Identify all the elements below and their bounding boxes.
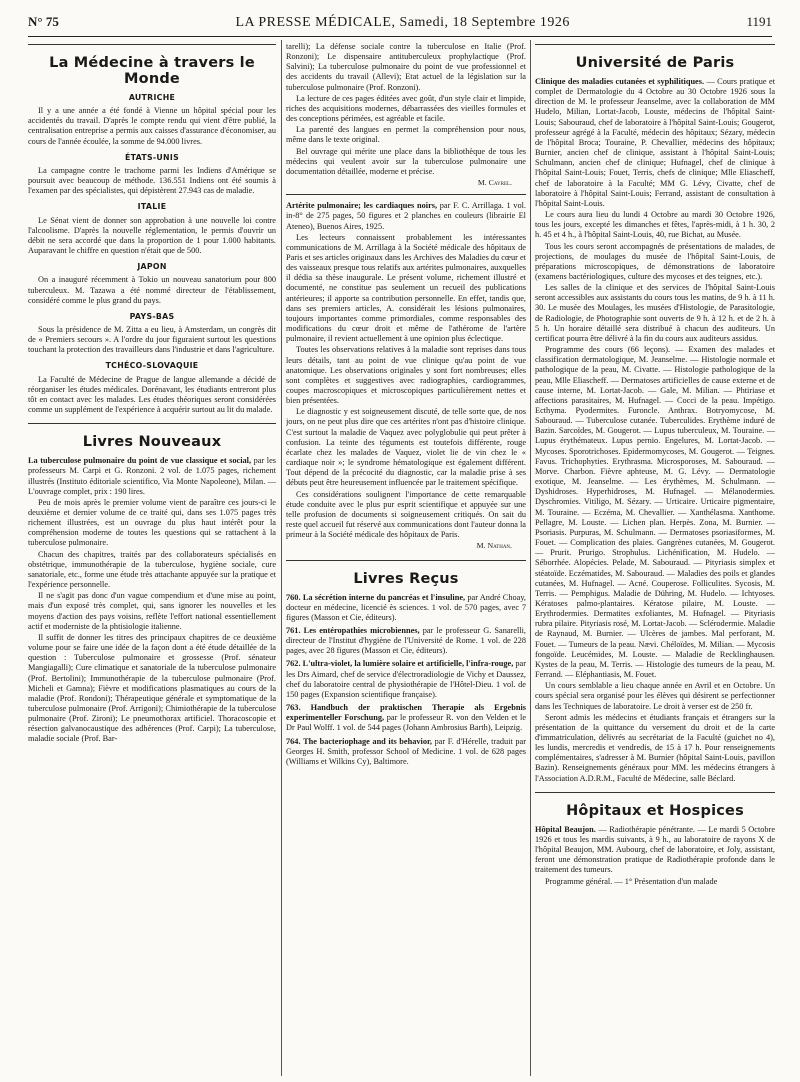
clinique-paragraph: Seront admis les médecins et étudiants français et étrangers sur la présentation de la quittance du versement du droit et de la carte d'immatriculation, délivrés au secrétariat de la Faculté (guichet no 4), les lundis, mercredis et vendredis, de 15 à 17 h. Pour renseignements complémentaires, s'adresser à M. Burnier (hôpital Saint-Louis, pavillon Bazin). Renseignements généraux pour MM. les médecins étrangers à l'Association A.D.R.M., Faculté de Médecine, salle Béclard. xyxy=(535,712,775,783)
country-heading-autriche: AUTRICHE xyxy=(128,93,176,102)
review-paragraph: Le diagnostic y est soigneusement discuté, de telle sorte que, de nos jours, on ne peut plus dire que ces artérites n'ont pas d'histoire clinique. C'est surtout la maladie de Vaquez avec polyglobulie qui peut prêter à confusion. La teinte des téguments est toutefois différente, rouge écarlate chez les malades de Vaquez, violet lie de vin chez le « cardiaque noir »; le syndrome hématologique est également différent. Tout dépend de la précocité du diagnostic, car la maladie prise à ses débuts peut être heureusement influencée par le traitement spécifique. xyxy=(286,407,526,488)
review-paragraph: Peu de mois après le premier volume vient de paraître ces jours-ci le deuxième et dernier volume de ce traité qui, dans ses 1.075 pages très richement illustrées, est un ouvrage du plus haut intérêt pour la compréhension moderne de toutes les questions qui se rattachent à la tuberculose pulmonaire. xyxy=(28,497,276,548)
column-2 xyxy=(286,42,526,1078)
medecine-section-title: La Médecine à travers le Monde xyxy=(49,55,255,87)
review-paragraph: Il suffit de donner les titres des principaux chapitres de ce deuxième volume pour se faire une idée de la façon dont a été étude détaillée de la question : Tuberculose pulmonaire et grossesse (Prof. sénateur Mangiagalli); Cure climatique et sanatoriale de la tuberculose pulmonaire (Prof. Bertolini); Immunothérapie de la tuberculose pulmonaire (Prof. Micheli et Gamna); Fièvre et modifications plasmatiques au cours de la maladie (Prof. Rondoni); Thérapeutique générale et symptomatique de la tuberculose pulmonaire (Prof. Arrigoni); Chimiothérapie de la tuberculose pulmonaire (Prof. Zironi); Le pneumothorax artificiel. Thoracoscopie et résection galvanocaustique des adhérences (Prof. Carpi); La tuberculose, maladie sociale (Prof. Bar- xyxy=(28,632,276,744)
hopitaux-title: Hôpitaux et Hospices xyxy=(566,802,744,819)
book-details: par F. d'Hérelle, traduit par Georges H. Smith, professor School of Medicine. 1 vol. de 628 pages (Williams et Wilkins Cy), Baltimore. xyxy=(286,736,526,766)
review-paragraph: Il ne s'agit pas donc d'un vague compendium et d'une mise au point, mais d'un exposé très complet, qui, sans ignorer les nouvelles et les moyens d'action des pays voisins, reflète l'effort national essentiellement actif et moderniste de la phtisiologie italienne. xyxy=(28,591,276,631)
received-book-763 xyxy=(286,703,526,733)
clinique-heading: Clinique des maladies cutanées et syphilitiques. xyxy=(535,77,705,86)
section-rule xyxy=(535,792,775,793)
received-book-764 xyxy=(286,737,526,767)
column-divider-2 xyxy=(530,40,531,1076)
clinique-paragraph: Un cours semblable a lieu chaque année en Avril et en Octobre. Un cours spécial sera organisé pour les élèves qui désirent se perfectionner dans les Techniques de laboratoire. Le droit à verser est de 250 fr. xyxy=(535,681,775,711)
review-paragraph: Ces considérations soulignent l'importance de cette remarquable étude conduite avec le plus pur esprit scientifique et appuyée sur une telle profusion de documents si soigneusement critiqués. On sait du reste quel accueil fut réservé aux communications dont l'auteur donna la primeur à la Société médicale des hôpitaux de Paris. xyxy=(286,489,526,540)
book-title: Artérite pulmonaire; les cardiaques noirs, xyxy=(286,201,438,211)
review-signature: M. Nathan. xyxy=(476,541,512,551)
tcheco-paragraph: La Faculté de Médecine de Prague de langue allemande a décidé de réorganiser les études médicales. Dorénavant, les étudiants entreront plus tôt en contact avec les malades. Les études théoriques seront considérées comme un supplément de l'expérience à acquérir surtout au lit du malade. xyxy=(28,374,276,415)
universite-title: Université de Paris xyxy=(575,55,735,71)
column-1 xyxy=(28,42,276,1078)
japon-paragraph: On a inauguré récemment à Tokio un nouveau sanatorium pour 800 tuberculeux. M. Tazawa a été nommé directeur de l'établissement, considéré comme le plus grand du pays. xyxy=(28,275,276,305)
section-rule xyxy=(28,44,276,45)
country-heading-paysbas: PAYS-BAS xyxy=(129,311,175,321)
book-details: par les professeurs M. Carpi et G. Ronzoni. 2 vol. de 1.075 pages, richement illustrés (Instituto éditoriale scientifico, Via Monte Napoleone), Milan. — L'ouvrage complet, prix : 190 lires. xyxy=(28,456,276,496)
article-rule xyxy=(286,194,526,195)
issue-number: N° 75 xyxy=(28,14,59,29)
hospital-text: — Radiothérapie pénétrante. — Le mardi 5 Octobre 1926 et tous les mardis suivants, à 9 h., au laboratoire de rayons X de l'hôpital Beaujon, MM. Aubourg, chef de laboratoire, et Joly, assistant, feront une démonstration pratique de Radiothérapie profonde dans le traitement des tumeurs. xyxy=(535,824,775,875)
clinique-paragraph: Le cours aura lieu du lundi 4 Octobre au mardi 30 Octobre 1926, tous les jours, excepté les dimanches et fêtes, l'après-midi, à 1 h. 30, 2 h. 45 et 4 h., à l'hôpital Saint-Louis, 40, rue Bichat, au Musée. xyxy=(535,210,775,240)
country-heading-italie: ITALIE xyxy=(137,202,167,212)
book-title: The bacteriophage and its behavior, xyxy=(303,736,432,746)
book-details: par André Choay, docteur en médecine, licencié ès sciences. 1 vol. de 570 pages, avec 7 figures (Masson et Cie, éditeurs). xyxy=(286,592,526,622)
review-paragraph: Les lecteurs connaissent probablement les intéressantes communications de M. Arrillaga à la Société médicale des hôpitaux de Paris et ses articles originaux dans les Archives des Maladies du cœur et des vaisseaux presque tous relatifs aux artérites pulmonaires, auxquelles il dédia sa thèse inaugurale. Le présent volume, richement illustré et documenté, ne constitue pas seulement un recueil des publications antérieures; il apporte sa contribution personnelle. En effet, tandis que, dans ses premiers articles, A. considérait les lésions pulmonaires, toujours importantes comme primordiales, comme responsables des modifications du cœur droit et même de l'athérome de l'artère pulmonaire, il revient actuellement à une opinion plus éclectique. xyxy=(286,232,526,344)
review-paragraph: Toutes les observations relatives à la maladie sont reprises dans tous leurs détails, tant au point de vue clinique qu'au point de vue anatomique. Les observations originales y sont fort nombreuses; elles sont complètes et suggestives avec radiographies, cardiogrammes, coupes macroscopiques et microscopiques particulièrement nettes et bien présentées. xyxy=(286,345,526,406)
book-reference xyxy=(28,456,276,497)
entry-number: 763. xyxy=(286,703,301,713)
review-signature: M. Cayrel. xyxy=(477,178,512,188)
received-book-761 xyxy=(286,626,526,656)
book-details: par F. C. Arrillaga. 1 vol. in-8° de 275 pages, 50 figures et 2 planches en couleurs (librairie El Ateneo), Buenos Aires, 1925. xyxy=(286,201,526,231)
livres-recus-title: Livres Reçus xyxy=(353,570,459,587)
book-title: La sécrétion interne du pancréas et l'insuline, xyxy=(302,592,466,602)
clinique-intro xyxy=(535,77,775,209)
review-paragraph: La lecture de ces pages éditées avec goût, d'un style clair et limpide, riches des acquisitions modernes, débarrassées des vieilles formules et des conceptions périmées, est agréable et facile. xyxy=(286,93,526,124)
entry-number: 764. xyxy=(286,736,301,746)
section-rule xyxy=(28,423,276,424)
entry-number: 761. xyxy=(286,625,301,635)
journal-title: LA PRESSE MÉDICALE, Samedi, 18 Septembre 1926 xyxy=(235,15,570,30)
autriche-paragraph: Il y a une année a été fondé à Vienne un hôpital spécial pour les accidentés du travail. D'après le compte rendu qui vient d'être publié, la centralisation entreprise a permis aux caisses d'assurance d'économiser, au cours de l'année écoulée, la somme de 94.000 livres. xyxy=(28,106,276,146)
book-details: par le professeur R. von den Velden et le Dr Paul Wolff. 1 vol. de 544 pages (Johann Ambrosius Barth), Leipzig. xyxy=(286,713,526,733)
usa-paragraph: La campagne contre le trachome parmi les Indiens d'Amérique se poursuit avec beaucoup de méthode. 136.551 Indiens ont été soumis à l'examen par des spécialistes, qui dépistèrent 27.943 cas de maladie. xyxy=(28,165,276,196)
book-title: La tuberculose pulmonaire du point de vue classique et social, xyxy=(28,456,252,466)
hospital-name: Hôpital Beaujon. xyxy=(535,824,596,834)
country-heading-usa: ÉTATS-UNIS xyxy=(124,152,179,162)
entry-number: 760. xyxy=(286,592,301,602)
section-rule xyxy=(286,560,526,561)
book-reference xyxy=(286,201,526,231)
review-continuation: tarelli); La défense sociale contre la tuberculose en Italie (Prof. Ronzoni); Le dispensaire antituberculeux prophylactique (Prof. Salvini); La tuberculose pulmonaire du point de vue professionnel et des accidents du travail (Allevi); Etat actuel de la législation sur la tuberculose pulmonaire (Prof. Ronzoni). xyxy=(286,42,526,92)
received-book-762 xyxy=(286,659,526,700)
beaujon-paragraph xyxy=(535,825,775,876)
livres-nouveaux-title: Livres Nouveaux xyxy=(82,434,222,451)
book-details: par les Drs Aimard, chef de service d'électroradiologie de Vichy et Daussez, chef du laboratoire central de physiothérapie de l'Hôtel-Dieu. 1 vol. de 150 pages (Expansion scientifique française). xyxy=(286,659,526,699)
book-title: Les entéropathies microbiennes, xyxy=(303,625,420,635)
programme-general: Programme général. — 1° Présentation d'un malade xyxy=(545,876,718,886)
column-divider-1 xyxy=(281,40,282,1076)
received-book-760 xyxy=(286,593,526,623)
review-paragraph: Bel ouvrage qui mérite une place dans la bibliothèque de tous les médecins qui veulent avoir sur la tuberculose pulmonaire une documentation détaillée, moderne et précise. xyxy=(286,146,526,176)
section-rule xyxy=(535,44,775,45)
country-heading-japon: JAPON xyxy=(137,262,167,272)
review-paragraph: Chacun des chapitres, traités par des collaborateurs spécialisés en obstétrique, immunothérapie de la tuberculose, hygiène sociale, cure sanatoriale, etc., forme une étude très attachante appuyée sur la pratique et l'expérience personnelle. xyxy=(28,549,276,590)
paysbas-paragraph: Sous la présidence de M. Zitta a eu lieu, à Amsterdam, un congrès dit de « Premiers secours ». A l'ordre du jour figuraient surtout les questions touchant la protection des travailleurs dans l'industrie et dans l'agriculture. xyxy=(28,324,276,355)
column-3 xyxy=(535,42,775,1078)
clinique-paragraph: Tous les cours seront accompagnés de présentations de malades, de projections, de moulages du musée de l'hôpital Saint-Louis, de préparations microscopiques, de démonstrations de laboratoire (examens bactériologiques, culture des mycoses et des teignes, etc.). xyxy=(535,241,775,281)
clinique-text: — Cours pratique et complet de Dermatologie du 4 Octobre au 30 Octobre 1926 sous la direction de M. le professeur Jeanselme, avec la collaboration de MM Hudelo, Milian, Lortat-Jacob, Louste, médecins de l'hôpital Saint-Louis; Sabouraud, chef de laboratoire à l'hôpital Saint-Louis; Gougerot, professeur agrégé à la Faculté, médecin des hôpitaux; Sézary, médecin de l'hôpital Broca; Touraine, P. Chevallier, médecins des hôpitaux; Burnier, ancien chef de clinique, assistant à l'hôpital Saint-Louis; Schulmann, ancien chef de clinique; Hufnagel, chef de clinique à l'hôpital Saint-Louis; Fouet, Terris, chefs de clinique; Mlle Eliascheff, chef de laboratoire à la Faculté; MM G. Lévy, Civatte, chef de laboratoire à l'hôpital Saint-Louis; Ferrand, assistant de consultation à l'hôpital Saint-Louis. xyxy=(535,77,775,208)
italie-paragraph: Le Sénat vient de donner son approbation à une nouvelle loi contre l'alcoolisme. D'après la nouvelle réglementation, le permis d'ouvrir un débit ne sera accordé que dans la proportion de 1 pour 1.000 habitants. Auparavant le chiffre en question n'était que de 500. xyxy=(28,215,276,256)
review-paragraph: La parenté des langues en permet la compréhension pour nous, même dans le texte original. xyxy=(286,125,526,145)
entry-number: 762. xyxy=(286,659,301,669)
page-number: 1191 xyxy=(746,14,772,29)
book-title: Handbuch der praktischen Therapie als Ergebnis experimenteller Forschung, xyxy=(286,703,526,723)
country-heading-tcheco: TCHÉCO-SLOVAQUIE xyxy=(105,361,199,371)
page-header xyxy=(28,14,772,36)
clinique-paragraph: Les salles de la clinique et des services de l'hôpital Saint-Louis seront accessibles aux assistants du cours tous les matins, de 9 h. à 11 h. 30. Le musée des Moulages, les musées d'Histologie, de Parasitologie, de Radiologie, de Photographie sont ouverts de 9 h. à 12 h. et de 2 h. à 5 h. Un horaire détaillé sera distribué à chacun des auditeurs. Un certificat pourra être délivré à la fin du cours aux auditeurs assidus. xyxy=(535,283,775,343)
header-rule xyxy=(28,36,772,37)
book-details: par le professeur G. Sanarelli, directeur de l'Institut d'hygiène de l'Université de Rome. 1 vol. de 228 pages, avec 28 figures (Masson et Cie, éditeurs). xyxy=(286,625,526,656)
book-title: L'ultra-violet, la lumière solaire et artificielle, l'infra-rouge, xyxy=(302,659,514,669)
programme-paragraph: Programme des cours (66 leçons). — Examen des malades et classification dermatologique, M. Jeanselme. — Histologie normale et pathologique de la peau, M. Civatte. — Histologie pathologique de la peau, Mlle Eliascheff. — Dermatoses artificielles de cause externe et de cause interne, M. Lortat-Jacob. — Gale, M. Milian. — Phtiriase et affections parasitaires, M. Hufnagel. — Cocci de la peau. Impétigo. Ecthyma. Pyodermites. Furoncle. Anthrax. Botryomycose, M. Sabouraud. — Tuberculose cutanée. Tuberculides. Erythème induré de Bazin. Sarcoïdes, M. Gougerot. — Lupus tuberculeux, M. Touraine. — Lupus érythémateux. Lupus pernio. Engelures, M. Lortat-Jacob. — Mycoses. Sporotrichoses. Epidermomycoses, M. Gougerot. — Teignes. Favus. Trichophyties. Erythrasma. Microsporoses, M. Sabouraud. — Morve. Charbon. Fièvre aphteuse, M. G. Lévy. — Dermatologie exotique, M. Jeanselme. — Les érythèmes, M. Schulmann. — Dyshidroses. Hyperhidroses, M. Hufnagel. — Mélanodermies. Dyschromies. Vitiligo, M. Sézary. — Urticaire. Urticaire pigmentaire, M. Touraine. — Eczéma, M. Chevallier. — Xanthélasma. Xanthome. Pellagre, M. Louste. — Lichen plan. Herpès. Zona, M. Burnier. — Psoriasis. Purpuras, M. Schulmann. — Dermatoses psoriasiformes, M. Fouet. — Complication des plaies. Gangrènes cutanées, M. Gougerot. — Prurit. Prurigo. Strophulus. Lichénification, M. Hudelo. — Séborrhée. Alopécies. Pelade, M. Sabouraud. — Pityriasis simplex et stéatoïde. Eczématides, M. Sabouraud. — Maladies des poils et glandes cutanées, M. Hufnagel. — Acné. Couperose. Folliculites. Sycosis, M. Terris. — Pemphigus. Maladie de Dühring, M. Hudelo. — Ichtyoses. Kératoses palmo-plantaires. Kératose pilaire, M. Louste. — Erythrodermies. Dermatites exfoliantes, M. Hufnagel. — Pityriasis rubra pilaire. Pityriasis rosé, M. Lortat-Jacob. — Sclérodermie. Maladie de Raynaud, M. Burnier. — Ulcères de jambes. Mal perforant, M. Fouet. — Tumeurs de la peau. Nævi. Chéloïdes, M. Milian. — Mycosis fongoïde. Leucémides, M. Louste. — Maladie de Recklinghausen. Kystes de la peau, M. Terris. — Histologie des tumeurs de la peau, M. Ferrand. — Eléphantiasis, M. Fouet. xyxy=(535,345,775,680)
